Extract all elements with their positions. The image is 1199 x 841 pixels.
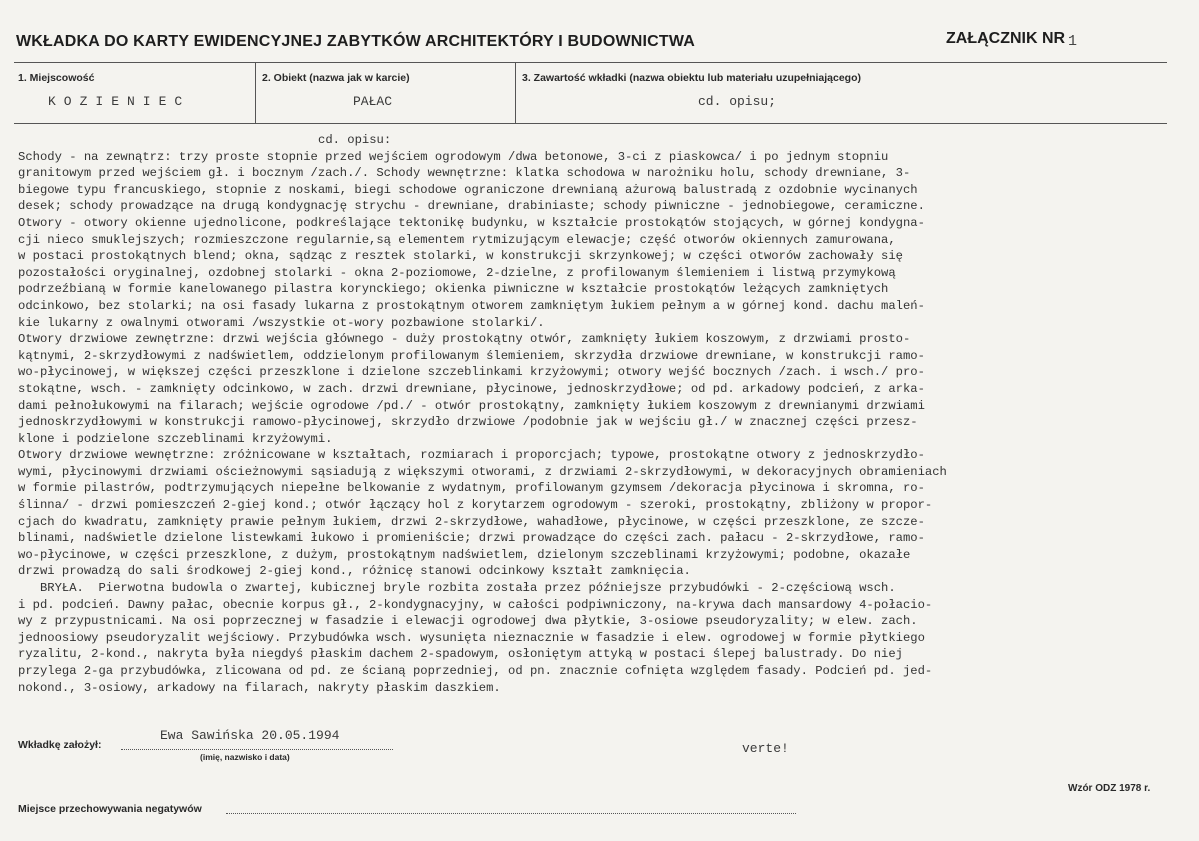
content-label: 3. Zawartość wkładki (nazwa obiektu lub materiału uzupełniającego): [522, 72, 861, 84]
text-line: jednoskrzydłowymi w konstrukcji ramowo-płycinowej, skrzydło drzwiowe /podobnie jak w wejściu gł./ w znacznej części przesz-: [18, 415, 918, 430]
field-divider-2: [515, 62, 516, 123]
text-line: kątnymi, 2-skrzydłowymi z nadświetlem, oddzielonym profilowanym ślemieniem, skrzydła drzwiowe drewniane, w konstrukcji ramo-: [18, 348, 925, 363]
text-line: BRYŁA. Pierwotna budowla o zwartej, kubicznej bryle rozbita została przez późniejsze przybudówki - 2-częściową wsch.: [18, 581, 896, 596]
text-line: pozostałości oryginalnej, ozdobnej stolarki - okna 2-poziomowe, 2-dzielne, z profilowanym ślemieniem i listwą przymykową: [18, 265, 896, 280]
description-body: [18, 132, 1188, 696]
header-rule-bottom: [14, 123, 1167, 124]
text-line: wo-płycinowe, w części przeszklone, z dużym, prostokątnym nadświetlem, dzielonym szczeblinami krzyżowymi; podobne, okazałe: [18, 547, 911, 562]
text-line: drzwi prowadzą do sali środkowej 2-giej kond., różnicę stanowi odcinkowy kształt zamknięcia.: [18, 564, 691, 579]
founder-dotted-line: [121, 749, 393, 750]
text-line: w formie pilastrów, podtrzymujących niepełne belkowanie z wydatnym, profilowanym gzymsem /dekoracja płycinowa i skromna, ro-: [18, 481, 925, 496]
text-line: w postaci prostokątnych blend; okna, sądząc z resztek stolarki, w konstrukcji skrzynkowej; w części otworów zachowały się: [18, 249, 903, 264]
annex-number: 1: [1068, 33, 1078, 50]
text-line: Otwory drzwiowe wewnętrzne: zróżnicowane w kształtach, rozmiarach i proporcjach; typowe, prostokątne otwory z jednoskrzydło-: [18, 448, 925, 463]
text-line: desek; schody prowadzące na drugą kondygnację strychu - drewniane, drabiniaste; schody piwniczne - jednobiegowe, ceramiczne.: [18, 199, 925, 214]
text-line: i pd. podcień. Dawny pałac, obecnie korpus gł., 2-kondygnacyjny, w całości podpiwniczony, na-krywa dach mansardowy 4-połacio-: [18, 597, 933, 612]
text-line: granitowym przed wejściem gł. i bocznym /zach./. Schody wewnętrzne: klatka schodowa w narożniku holu, schody drewniane, 3-: [18, 166, 911, 181]
locality-value: KOZIENIEC: [48, 94, 191, 109]
text-line: wy z przypustnicami. Na osi poprzecznej w fasadzie i elewacji ogrodowej dwa płytkie, 3-osiowe pseudoryzality; w elew. zach.: [18, 614, 918, 629]
negatives-label: Miejsce przechowywania negatywów: [18, 803, 202, 815]
text-line: blinami, nadświetle dzielone listewkami łukowo i promieniście; drzwi prowadzące do części zach. pałacu - 2-skrzydłowe, ramo-: [18, 531, 925, 546]
text-line: Otwory drzwiowe zewnętrzne: drzwi wejścia głównego - duży prostokątny otwór, zamknięty łukiem koszowym, z drzwiami prosto-: [18, 332, 911, 347]
text-line: biegowe typu francuskiego, stopnie z noskami, biegi schodowe ograniczone drewnianą ażurową balustradą z ozdobnie wycinanych: [18, 182, 918, 197]
form-title: WKŁADKA DO KARTY EWIDENCYJNEJ ZABYTKÓW ARCHITEKTÓRY I BUDOWNICTWA: [16, 33, 696, 50]
text-line: podrzeźbianą w formie kanelowanego pilastra korynckiego; okienka piwniczne w kształcie prostokątów leżących zamkniętych: [18, 282, 889, 297]
text-line: stokątne, wsch. - zamknięty odcinkowo, w zach. drzwi drewniane, płycinowe, jednoskrzydłowe; od pd. arkadowy podcień, z arka-: [18, 381, 925, 396]
header-rule-top: [14, 62, 1167, 63]
text-line: Otwory - otwory okienne ujednolicone, podkreślające tektonikę budynku, w kształcie prostokątów stojących, w górnej kondygna-: [18, 215, 925, 230]
text-line: wymi, płycinowymi drzwiami ościeżnowymi sąsiadują z większymi otworami, z drzwiami 2-skrzydłowymi, w dekoracyjnych obramieniach: [18, 464, 947, 479]
text-line: nokond., 3-osiowy, arkadowy na filarach, nakryty płaskim daszkiem.: [18, 680, 501, 695]
text-line: Schody - na zewnątrz: trzy proste stopnie przed wejściem ogrodowym /dwa betonowe, 3-ci z piaskowca/ i po jednym stopniu: [18, 149, 889, 164]
text-line: kie lukarny z owalnymi otworami /wszystkie ot-wory pozbawione stolarki/.: [18, 315, 545, 330]
text-line: ślinna/ - drzwi pomieszczeń 2-giej kond.; otwór łączący hol z korytarzem ogrodowym - szeroki, prostokątny, zbliżony w propor-: [18, 498, 933, 513]
text-line: cji nieco smuklejszych; rozmieszczone regularnie,są elementem rytmizującym elewacje; część otworów okiennych zamurowana,: [18, 232, 896, 247]
locality-label: 1. Miejscowość: [18, 72, 95, 84]
model-note: Wzór ODZ 1978 r.: [1068, 783, 1151, 794]
founder-caption: (imię, nazwisko i data): [200, 752, 290, 762]
text-line: jednoosiowy pseudoryzalit wejściowy. Przybudówka wsch. wysunięta nieznacznie w fasadzie i elew. ogrodowej w formie płytkiego: [18, 630, 925, 645]
content-value: cd. opisu;: [698, 94, 777, 109]
object-label: 2. Obiekt (nazwa jak w karcie): [262, 72, 410, 84]
founder-value: Ewa Sawińska 20.05.1994: [160, 728, 340, 743]
text-line: wo-płycinowej, w większej części przeszklone i dzielone szczeblinkami krzyżowymi; otwory wejść bocznych /zach. i wsch./ pro-: [18, 365, 925, 380]
annex-label: ZAŁĄCZNIK NR: [946, 30, 1066, 47]
text-line: przylega 2-ga przybudówka, zlicowana od pd. ze ścianą poprzedniej, od pn. znacznie cofnięta względem fasady. Podcień pd. jed-: [18, 664, 933, 678]
object-value: PAŁAC: [353, 94, 393, 109]
text-line: odcinkowo, bez stolarki; na osi fasady lukarna z prostokątnym otworem zamkniętym łukiem pełnym a w górnej kond. dachu maleń-: [18, 298, 925, 313]
text-line: dami pełnołukowymi na filarach; wejście ogrodowe /pd./ - otwór prostokątny, zamknięty łukiem koszowym z drewnianymi drzwiami: [18, 398, 925, 413]
verte-note: verte!: [742, 741, 789, 756]
field-divider-1: [255, 62, 256, 123]
founder-label: Wkładkę założył:: [18, 739, 102, 751]
text-line: cjach do kwadratu, zamknięty prawie pełnym łukiem, drzwi 2-skrzydłowe, wahadłowe, płycinowe, w części przeszklone, ze szcze-: [18, 514, 925, 529]
text-line: ryzalitu, 2-kond., nakryta była niegdyś płaskim dachem 2-spadowym, osłoniętym attyką w postaci ślepej balustrady. Do niej: [18, 647, 903, 662]
negatives-dotted-line: [226, 813, 796, 814]
description-heading: cd. opisu:: [318, 133, 392, 147]
text-line: klone i podzielone szczeblinami krzyżowymi.: [18, 431, 333, 446]
